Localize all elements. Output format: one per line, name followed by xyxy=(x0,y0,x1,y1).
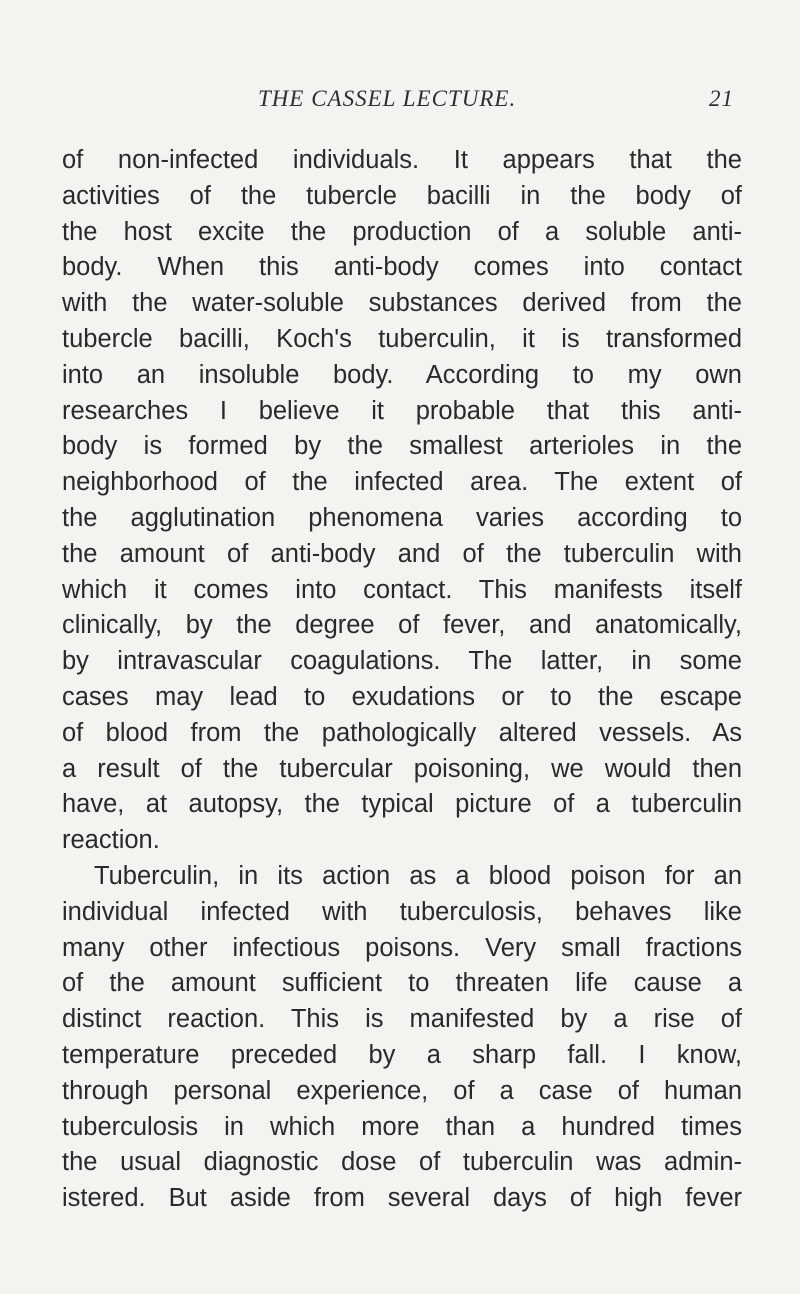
text-line: Tuberculin, in its action as a blood poison for an xyxy=(94,861,742,890)
text-line: into an insoluble body. According to my own xyxy=(62,360,742,389)
text-line: have, at autopsy, the typical picture of a tuberculin xyxy=(62,790,742,819)
text-line: researches I believe it probable that this anti- xyxy=(62,396,742,425)
text-line: a result of the tubercular poisoning, we would then xyxy=(62,754,742,783)
text-line: the host excite the production of a soluble anti- xyxy=(62,217,742,246)
body-text xyxy=(62,143,742,1217)
text-line: with the water-soluble substances derived from the xyxy=(62,289,742,318)
text-line: body is formed by the smallest arterioles in the xyxy=(62,432,742,461)
paragraph-1 xyxy=(62,143,742,859)
text-line: which it comes into contact. This manifests itself xyxy=(62,575,742,604)
text-line: the usual diagnostic dose of tuberculin was admin- xyxy=(62,1148,742,1177)
text-line: activities of the tubercle bacilli in the body of xyxy=(62,181,742,210)
paragraph-2 xyxy=(62,859,742,1217)
text-line: of the amount sufficient to threaten life cause a xyxy=(62,969,742,998)
running-head xyxy=(258,86,748,116)
text-line: cases may lead to exudations or to the escape xyxy=(62,682,742,711)
running-head-title: THE CASSEL LECTURE. xyxy=(258,86,517,111)
text-line: tubercle bacilli, Koch's tuberculin, it is transformed xyxy=(62,324,742,353)
text-line: individual infected with tuberculosis, behaves like xyxy=(62,897,742,926)
text-line: istered. But aside from several days of high fever xyxy=(62,1184,742,1213)
text-line: the agglutination phenomena varies according to xyxy=(62,503,742,532)
text-line: distinct reaction. This is manifested by a rise of xyxy=(62,1005,742,1034)
text-line: many other infectious poisons. Very small fractions xyxy=(62,933,742,962)
text-line: temperature preceded by a sharp fall. I know, xyxy=(62,1040,742,1069)
text-line: of non-infected individuals. It appears that the xyxy=(62,146,742,174)
text-line: clinically, by the degree of fever, and anatomically, xyxy=(62,611,742,640)
text-line: by intravascular coagulations. The latter, in some xyxy=(62,647,742,676)
text-line: through personal experience, of a case of human xyxy=(62,1076,742,1105)
text-line: tuberculosis in which more than a hundred times xyxy=(62,1112,742,1141)
text-line: reaction. xyxy=(62,826,160,855)
page-number: 21 xyxy=(709,86,734,111)
text-line: neighborhood of the infected area. The extent of xyxy=(62,468,742,497)
text-line: body. When this anti-body comes into contact xyxy=(62,253,742,282)
text-line: the amount of anti-body and of the tuberculin with xyxy=(62,539,742,568)
text-line: of blood from the pathologically altered vessels. As xyxy=(62,718,742,747)
